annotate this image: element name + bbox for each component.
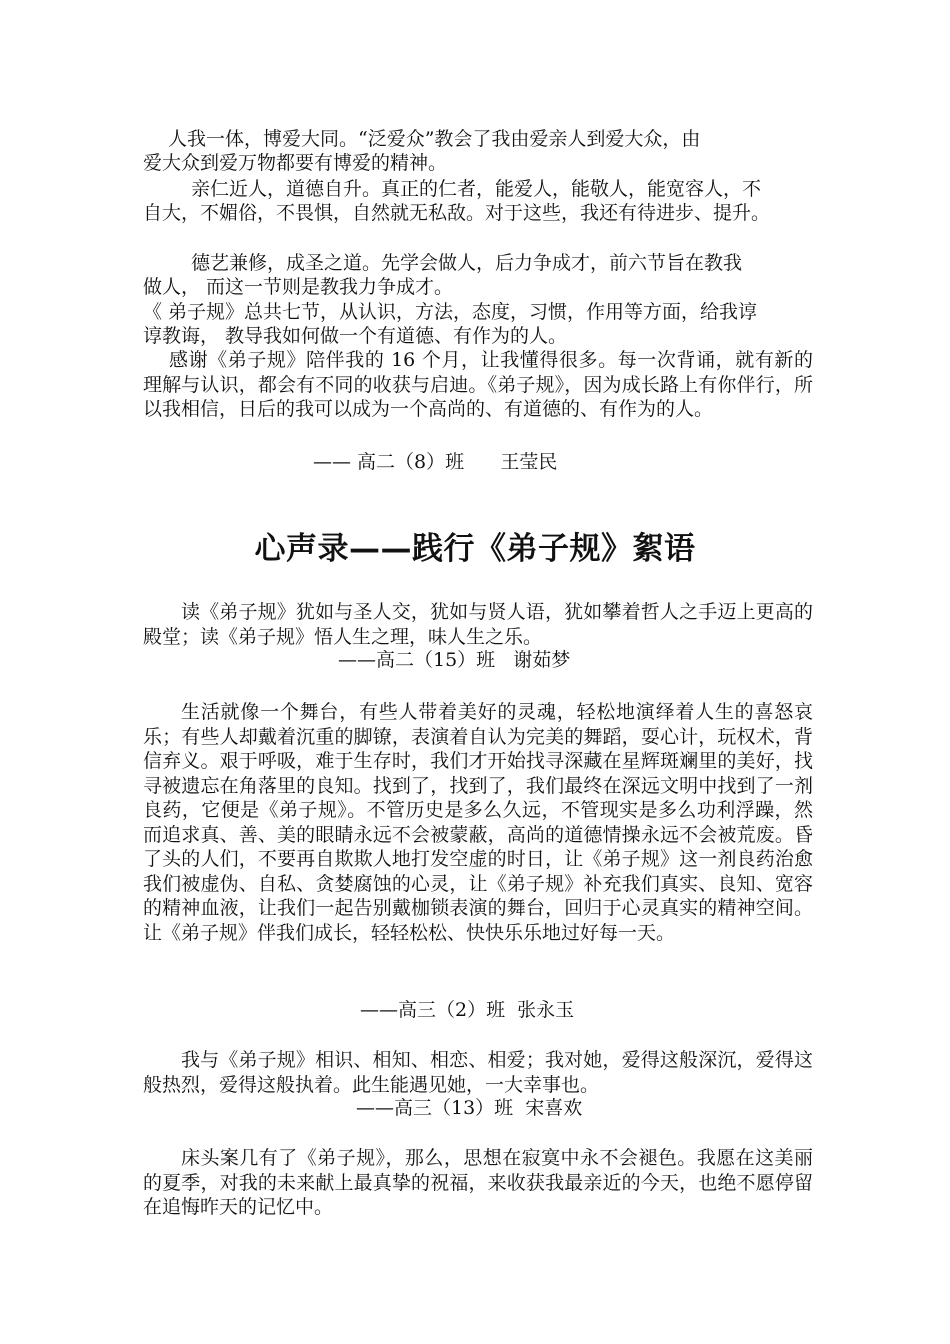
author-signature: ——高二（15）班 谢茹梦 (338, 649, 571, 671)
paragraph: 读《弟子规》犹如与圣人交，犹如与贤人语，犹如攀着哲人之手迈上更高的殿堂；读《弟子规》悟人生之理，味人生之乐。 (143, 601, 813, 648)
paragraph: 床头案几有了《弟子规》，那么，思想在寂寞中永不会褪色。我愿在这美丽的夏季，对我的未来献上最真挚的祝福，来收获我最亲近的今天，也绝不愿停留在追悔昨天的记忆中。 (143, 1147, 813, 1218)
paragraph-line: 做人， 而这一节则是教我力争成才。 (143, 276, 454, 298)
page-title: 心声录——践行《弟子规》絮语 (254, 531, 696, 567)
paragraph-line: 谆教诲， 教导我如何做一个有道德、有作为的人。 (143, 325, 568, 347)
author-signature: ——高三（13）班 宋喜欢 (356, 1097, 583, 1119)
paragraph-line: 自大，不媚俗，不畏惧，自然就无私敌。对于这些，我还有待进步、提升。 (143, 202, 771, 224)
paragraph-line: 德艺兼修，成圣之道。先学会做人，后力争成才，前六节旨在教我 (191, 252, 743, 274)
paragraph: 生活就像一个舞台，有些人带着美好的灵魂，轻松地演绎着人生的喜怒哀乐；有些人却戴着沉重的脚镣，表演着自认为完美的舞蹈，耍心计，玩权术，背信弃义。艰于呼吸，难于生存时，我们才开始找寻深藏在星辉斑斓里的美好，找寻被遗忘在角落里的良知。找到了，找到了，我们最终在深远文明中找到了一剂良药，它便是《弟子规》。不管历史是多么久远，不管现实是多么功利浮躁，然而追求真、善、美的眼睛永远不会被蒙蔽，高尚的道德情操永远不会被荒废。昏了头的人们，不要再自欺欺人地打发空虚的时日，让《弟子规》这一剂良药治愈我们被虚伪、自私、贪婪腐蚀的心灵，让《弟子规》补充我们真实、良知、宽容的精神血液，让我们一起告别戴枷锁表演的舞台，回归于心灵真实的精神空间。让《弟子规》伴我们成长，轻轻松松、快快乐乐地过好每一天。 (143, 701, 813, 944)
author-signature: ——高三（2）班 张永玉 (360, 999, 575, 1021)
author-signature: —— 高二（8）班 王莹民 (313, 451, 558, 473)
paragraph-line: 《 弟子规》总共七节，从认识，方法，态度，习惯，作用等方面，给我谆 (143, 301, 758, 323)
paragraph-line: 爱大众到爱万物都要有博爱的精神。 (143, 152, 448, 174)
paragraph: 我与《弟子规》相识、相知、相恋、相爱；我对她，爱得这般深沉，爱得这般热烈，爱得这般执着。此生能遇见她，一大幸事也。 (143, 1049, 813, 1096)
paragraph-line: 人我一体，博爱大同。“泛爱众”教会了我由爱亲人到爱大众，由 (168, 128, 701, 150)
paragraph: 感谢《弟子规》陪伴我的 16 个月，让我懂得很多。每一次背诵，就有新的理解与认识，都会有不同的收获与启迪。《弟子规》，因为成长路上有你伴行，所以我相信，日后的我可以成为一个高尚的、有道德的、有作为的人。 (143, 349, 813, 420)
paragraph-line: 亲仁近人，道德自升。真正的仁者，能爱人，能敬人，能宽容人，不 (191, 178, 762, 200)
